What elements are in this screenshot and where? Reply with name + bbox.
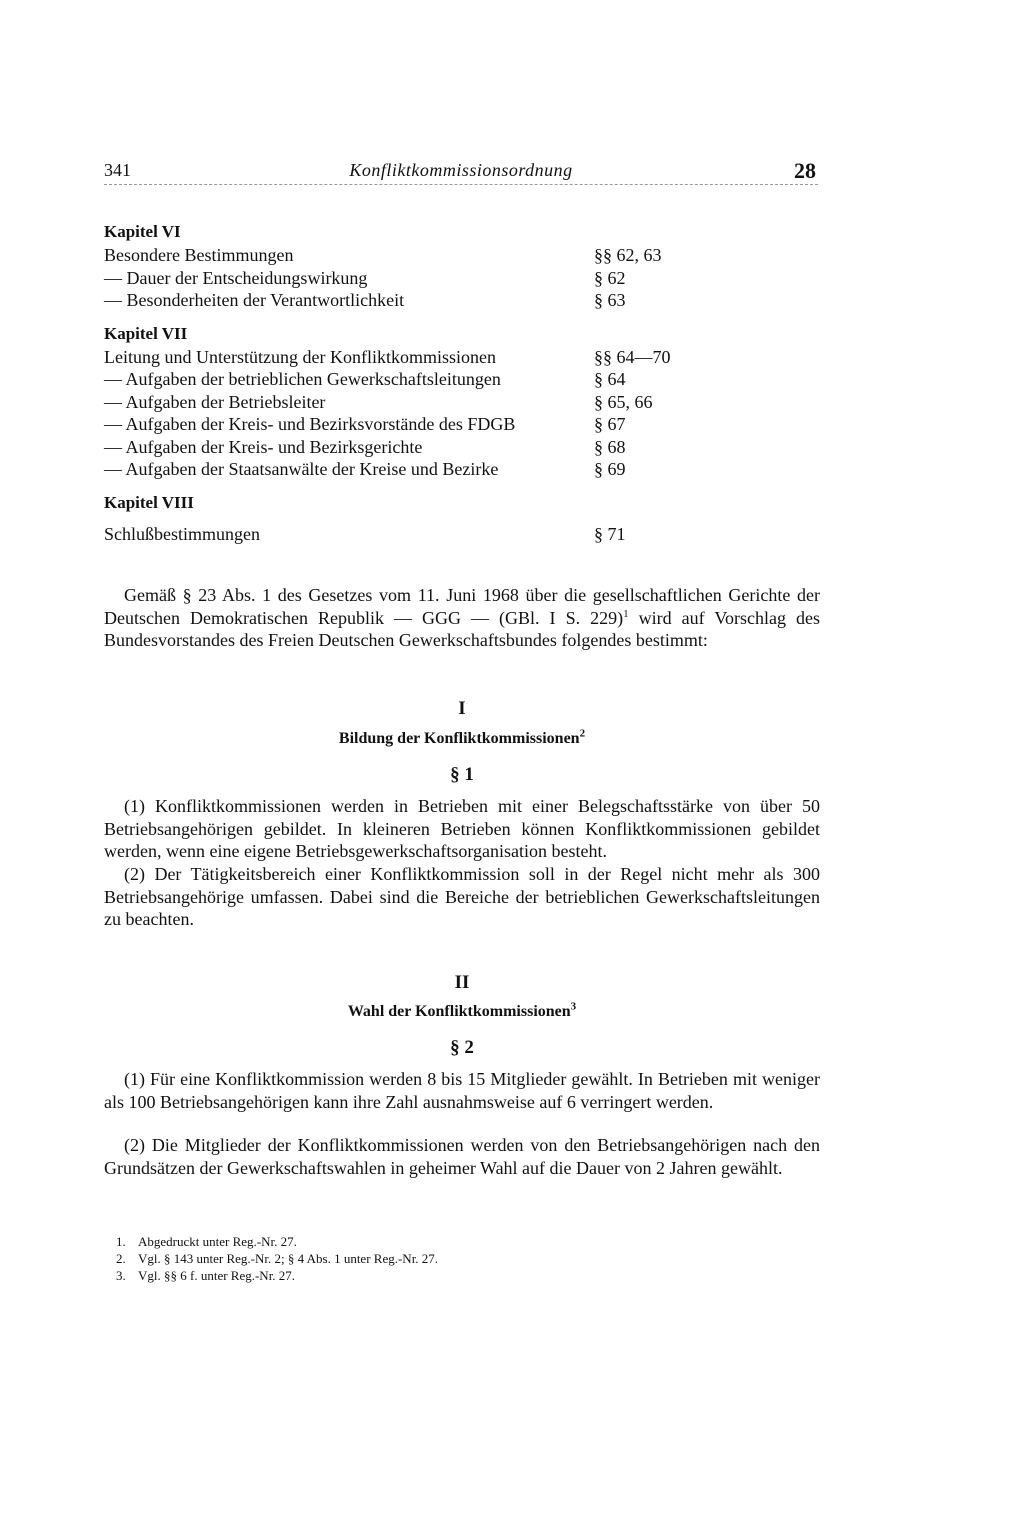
footnote-text: Abgedruckt unter Reg.-Nr. 27. [138,1234,297,1249]
body-paragraph: (1) Konfliktkommissionen werden in Betrieben mit einer Belegschaftsstärke von über 50 Betriebsangehörigen gebildet. In kleineren Betrieben können Konfliktkommissionen gebildet werden, wenn eine eigene Betriebsgewerkschaftsorganisation besteht. [104,796,820,861]
chapter-heading: Kapitel VIII [104,492,194,512]
section-numeral: II [454,972,470,993]
toc-ref: § 69 [594,459,626,479]
paragraph-heading: § 2 [450,1037,474,1058]
footnote-text: Vgl. §§ 6 f. unter Reg.-Nr. 27. [138,1268,296,1283]
preamble-text: wird auf Vorschlag des Bundesvorstandes des Freien Deutschen Gewerkschaftsbundes folgendes bestimmt: [104,607,820,650]
page-number: 341 [104,160,131,180]
toc-ref: § 64 [594,369,626,389]
toc-ref: § 62 [594,267,626,288]
toc-ref: § 63 [594,290,626,310]
footnote-mark: 2 [579,727,586,740]
chapter-heading: Kapitel VI [104,222,181,241]
footnote-mark: 1 [623,607,629,620]
section-title-text: Wahl der Konfliktkommissionen [347,1003,571,1020]
table-of-contents [104,222,724,545]
toc-ref: §§ 62, 63 [594,245,662,265]
running-title: Konfliktkommissionsordnung [349,160,573,180]
toc-label: Schlußbestimmungen [104,523,260,544]
toc-row [104,458,724,481]
section-title-text: Bildung der Konfliktkommissionen [338,730,580,747]
footnote [116,1233,438,1250]
toc-row [104,244,724,267]
toc-row [104,346,724,369]
footnotes [116,1233,438,1284]
footnote-text: Vgl. § 143 unter Reg.-Nr. 2; § 4 Abs. 1 unter Reg.-Nr. 27. [138,1251,439,1266]
footnote-number: 3. [116,1268,126,1283]
toc-ref: § 65, 66 [594,391,653,412]
chapter-heading: Kapitel VII [104,323,188,343]
section-title [104,1000,820,1021]
document-number: 28 [794,158,816,183]
preamble-text: Gemäß § 23 Abs. 1 des Gesetzes vom 11. Juni 1968 über die gesellschaftlichen Gerichte der Deutschen Demokratischen Republik — GGG — (GBl. I S. 229) [104,585,820,628]
toc-row [104,391,724,414]
body-paragraph: (1) Für eine Konfliktkommission werden 8 bis 15 Mitglieder gewählt. In Betrieben mit weniger als 100 Betriebsangehörigen kann ihre Zahl ausnahmsweise auf 6 verringert werden. [104,1069,820,1112]
toc-row [104,289,724,312]
toc-label: — Aufgaben der Kreis- und Bezirksgerichte [104,436,423,457]
toc-ref: § 68 [594,436,626,457]
footnote [116,1250,438,1267]
toc-row [104,368,724,391]
toc-label: Leitung und Unterstützung der Konfliktkommissionen [104,346,496,367]
toc-ref: § 71 [594,523,626,544]
toc-label: — Besonderheiten der Verantwortlichkeit [104,290,405,310]
toc-row [104,436,724,459]
toc-label: — Aufgaben der Betriebsleiter [104,391,326,412]
footnote-mark: 3 [570,1000,577,1013]
toc-label: Besondere Bestimmungen [104,245,294,265]
toc-row [104,267,724,290]
toc-ref: §§ 64—70 [594,346,671,367]
preamble [104,584,820,652]
footnote-number: 2. [116,1251,126,1266]
running-header [104,160,818,185]
footnote [116,1267,438,1284]
toc-ref: § 67 [594,414,626,434]
toc-label: — Aufgaben der Staatsanwälte der Kreise und Bezirke [104,459,499,479]
section-title [104,727,820,748]
section-numeral: I [458,698,466,719]
toc-label: — Dauer der Entscheidungswirkung [104,267,368,288]
body-paragraph: (2) Der Tätigkeitsbereich einer Konfliktkommission soll in der Regel nicht mehr als 300 Betriebsangehörige umfassen. Dabei sind die Bereiche der betrieblichen Gewerkschaftsleitungen zu beachten. [104,864,820,929]
toc-row [104,413,724,436]
paragraph-heading: § 1 [450,764,474,785]
toc-label: — Aufgaben der betrieblichen Gewerkschaftsleitungen [104,369,501,389]
body-paragraph: (2) Die Mitglieder der Konfliktkommissionen werden von den Betriebsangehörigen nach den Grundsätzen der Gewerkschaftswahlen in geheimer Wahl auf die Dauer von 2 Jahren gewählt. [104,1135,820,1178]
toc-row [104,523,724,546]
footnote-number: 1. [116,1234,126,1249]
toc-label: — Aufgaben der Kreis- und Bezirksvorstände des FDGB [104,414,516,434]
